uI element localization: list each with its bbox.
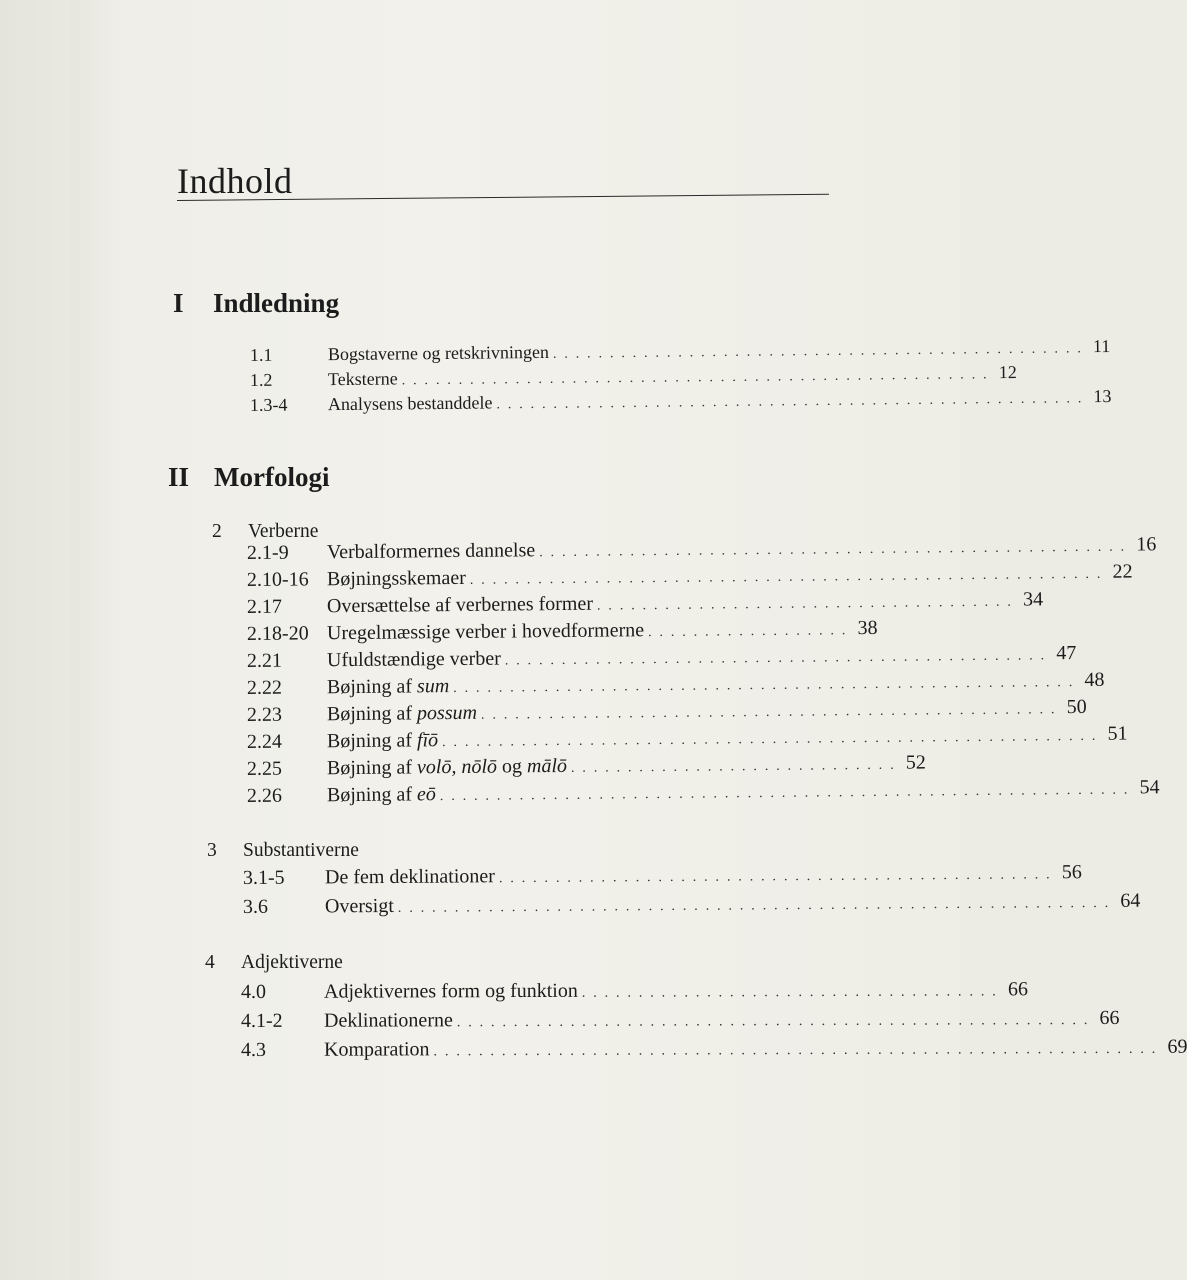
entry-page: 48 [1084,668,1105,691]
toc-entry [240,1035,1187,1065]
chapter-number: 4 [205,952,215,973]
page-title: Indhold [177,161,293,201]
entry-label [327,783,440,807]
entry-label-text: og [496,755,528,778]
entry-label: Teksterne [327,368,398,390]
entry-label-latin: sum [416,675,450,698]
entry-number: 2.10-16 [246,568,309,591]
leader-dots: . . . . . . . . . . . . . . . . . . . . . . . . . . . . . . . . . . . . . . . . . . . . . . . . . . . . . . . . . . [442,728,1098,751]
entry-page: 13 [1093,385,1112,407]
entry-page: 47 [1056,642,1077,665]
part-numeral: I [173,288,184,318]
entry-number: 1.3-4 [249,394,288,415]
entry-page: 22 [1112,560,1133,583]
entry-label: Verbalformernes dannelse [326,539,536,564]
entry-label [327,675,453,699]
entry-page: 69 [1167,1035,1187,1058]
entry-label: Bøjningsskemaer [326,566,466,591]
entry-label: Bogstaverne og retskrivningen [327,341,550,365]
leader-dots: . . . . . . . . . . . . . . . . . . . . . . . . . . . . . . . . . . . . . [581,984,998,1001]
leader-dots: . . . . . . . . . . . . . . . . . . . . . . . . . . . . . . . . . . . . . . . . . . . . . . . . . . . . [401,367,989,389]
entry-number: 2.24 [246,730,283,753]
chapter-heading [212,521,318,543]
entry-number: 2.22 [246,676,283,699]
entry-label-latin: eō [416,783,436,806]
part-heading-morfologi [168,462,329,493]
entry-label-latin: fīō [416,729,439,752]
page-gutter [0,0,70,1280]
chapter-number: 2 [212,521,222,542]
entry-label-latin: volō, nōlō [416,755,498,779]
entry-number: 2.23 [246,703,283,726]
entry-number: 1.2 [249,369,273,390]
leader-dots: . . . . . . . . . . . . . . . . . . . . . . . . . . . . . . . . . . . . . [596,594,1014,614]
leader-dots: . . . . . . . . . . . . . . . . . . [648,623,848,641]
entry-page: 34 [1022,588,1044,611]
leader-dots: . . . . . . . . . . . . . . . . . . . . . . . . . . . . . . . . . . . . . . . . . . . . . . . . . . . . . . . . [456,1013,1090,1031]
toc-entry [242,889,1141,922]
entry-page: 64 [1120,889,1141,912]
entry-label-text: Bøjning af [326,675,418,699]
leader-dots: . . . . . . . . . . . . . . . . . . . . . . . . . . . . . . . . . . . . . . . . . . . . . . . [552,341,1084,362]
entry-label-text: Bøjning af [326,783,418,807]
toc-entry [240,1006,1120,1036]
entry-page: 12 [998,361,1017,383]
chapter-title: Verberne [248,521,319,542]
leader-dots: . . . . . . . . . . . . . . . . . . . . . . . . . . . . . [570,757,896,776]
entry-label: Adjektivernes form og funktion [323,979,578,1003]
entry-number: 2.18-20 [246,622,309,645]
entry-number: 2.1-9 [246,541,289,564]
entry-label: De fem deklinationer [324,865,495,889]
entry-page: 52 [905,751,926,774]
entry-number: 2.21 [246,649,283,672]
entry-label-latin: possum [416,701,478,725]
entry-number: 2.25 [246,757,283,780]
entry-number: 1.1 [249,344,273,365]
leader-dots: . . . . . . . . . . . . . . . . . . . . . . . . . . . . . . . . . . . . . . . . . . . . . . . . [504,648,1047,669]
entry-number: 2.26 [246,784,283,807]
leader-dots: . . . . . . . . . . . . . . . . . . . . . . . . . . . . . . . . . . . . . . . . . . . . . . . . . . . . . . . [453,675,1075,697]
entry-number: 4.1-2 [240,1009,283,1032]
chapter-title: Substantiverne [243,840,359,861]
chapter-heading [207,840,359,862]
part-heading-indledning [173,288,339,319]
leader-dots: . . . . . . . . . . . . . . . . . . . . . . . . . . . . . . . . . . . . . . . . . . . . . . . . . . . . . . . . [469,566,1103,588]
entry-number: 4.0 [240,980,267,1003]
entry-number: 2.17 [246,595,283,618]
entry-page: 38 [857,616,878,640]
part-title: Morfologi [214,462,330,492]
entry-number: 3.6 [242,895,269,918]
leader-dots: . . . . . . . . . . . . . . . . . . . . . . . . . . . . . . . . . . . . . . . . . . . . . . . . . . . . [539,539,1127,561]
entry-page: 56 [1061,861,1082,884]
entry-page: 66 [1099,1006,1120,1030]
entry-number: 4.3 [240,1038,267,1061]
entry-label [327,755,571,780]
entry-label-latin: mālō [526,754,568,778]
entry-page: 66 [1007,978,1028,1001]
entry-label [327,702,481,726]
entry-label: Deklinationerne [323,1009,453,1032]
entry-label: Oversigt [324,894,394,918]
leader-dots: . . . . . . . . . . . . . . . . . . . . . . . . . . . . . . . . . . . . . . . . . . . . . . . . . . . [480,702,1057,723]
entry-number: 3.1-5 [242,866,285,889]
entry-label [327,729,442,753]
toc-entry [242,861,1082,893]
leader-dots: . . . . . . . . . . . . . . . . . . . . . . . . . . . . . . . . . . . . . . . . . . . . . . . . . [498,867,1052,887]
entry-label: Uregelmæssige verber i hovedformerne [326,619,645,645]
entry-page: 11 [1092,335,1111,357]
entry-label: Komparation [323,1038,430,1061]
part-title: Indledning [213,288,340,318]
entry-label-text: Bøjning af [326,702,418,726]
leader-dots: . . . . . . . . . . . . . . . . . . . . . . . . . . . . . . . . . . . . . . . . . . . . . . . . . . . . . . . . . . . . . . . . [433,1041,1158,1060]
entry-page: 54 [1139,776,1160,799]
entry-page: 16 [1136,533,1157,556]
chapter-heading [205,952,343,974]
entry-label: Ufuldstændige verber [326,647,501,672]
entry-page: 51 [1107,722,1128,745]
toc-entry [240,978,1028,1007]
chapter-number: 3 [207,840,217,861]
leader-dots: . . . . . . . . . . . . . . . . . . . . . . . . . . . . . . . . . . . . . . . . . . . . . . . . . . . . [496,391,1084,413]
entry-label: Analysens bestanddele [327,392,493,415]
part-numeral: II [168,462,190,492]
entry-page: 50 [1066,695,1087,719]
chapter-title: Adjektiverne [241,952,343,973]
entry-label-text: Bøjning af [326,756,418,780]
leader-dots: . . . . . . . . . . . . . . . . . . . . . . . . . . . . . . . . . . . . . . . . . . . . . . . . . . . . . . . . . . . . . . . [397,895,1111,916]
leader-dots: . . . . . . . . . . . . . . . . . . . . . . . . . . . . . . . . . . . . . . . . . . . . . . . . . . . . . . . . . . . . . [439,782,1130,805]
entry-label-text: Bøjning af [326,729,418,753]
entry-label: Oversættelse af verbernes former [326,592,594,618]
